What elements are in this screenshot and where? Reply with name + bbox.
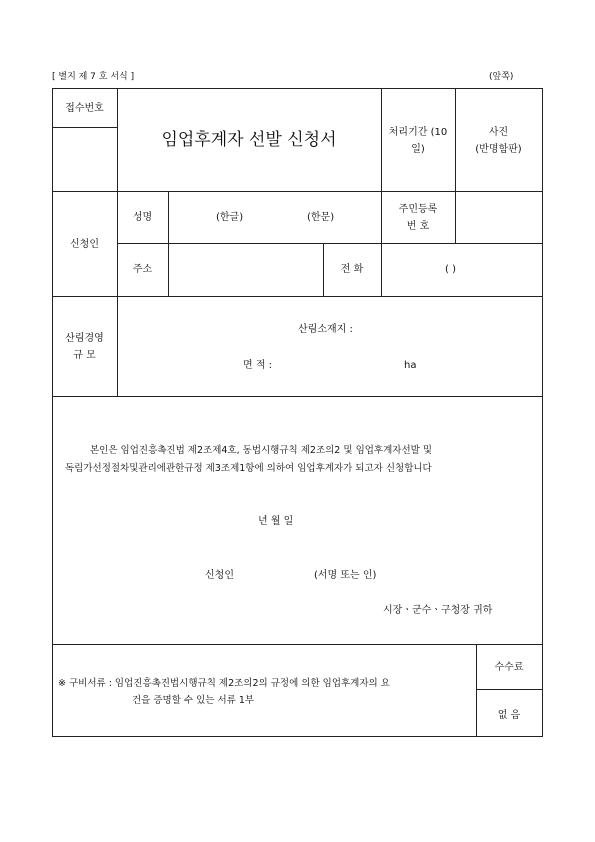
form-title: 임업후계자 선발 신청서 [161, 130, 337, 150]
photo-size-label: (반명함판) [475, 144, 522, 155]
application-date: 년 월 일 [258, 516, 294, 527]
rrn-label-line1: 주민등록 [398, 204, 438, 215]
applicant-label: 신청인 [70, 239, 99, 250]
forest-scale-label-line2: 규 모 [73, 350, 96, 361]
photo-label: 사진 [488, 127, 509, 138]
name-label: 성명 [132, 212, 153, 223]
signer-label: 신청인 [205, 570, 234, 581]
statement-line1: 본인은 임업진흥촉진법 제2조제4호, 동법시행규칙 제2조의2 및 임업후계자선발 및 [90, 445, 432, 456]
name-korean-hint: (한글) [216, 212, 244, 223]
recipient-line: 시장ㆍ군수ㆍ구청장 귀하 [383, 605, 493, 616]
processing-period-line1: 처리기간 (10 [388, 127, 448, 138]
form-number: [ 별지 제 7 호 서식 ] [52, 72, 135, 82]
receipt-number-label: 접수번호 [65, 103, 104, 114]
signature-note: (서명 또는 인) [314, 570, 377, 581]
statement-line2: 독림가선정절차및관리에관한규정 제3조제1항에 의하여 임업후계자가 되고자 신청합니다 [65, 463, 432, 474]
phone-label: 전 화 [340, 264, 364, 275]
rrn-label-line2: 번 호 [406, 221, 430, 232]
required-docs-line1: ※ 구비서류 : 임업진흥촉진법시행규칙 제2조의2의 규정에 의한 임업후계자의 요 [58, 678, 390, 689]
phone-area-code: ( ) [445, 264, 456, 275]
fee-label: 수수료 [494, 662, 524, 673]
page-side-label: (앞쪽) [489, 72, 514, 82]
required-docs-line2: 건을 증명할 수 있는 서류 1부 [132, 695, 255, 706]
name-hanja-hint: (한문) [307, 212, 335, 223]
fee-value: 없 음 [497, 710, 521, 721]
forest-area-label: 면 적 : [243, 360, 273, 371]
forest-area-unit: ha [404, 360, 417, 371]
address-label: 주소 [132, 264, 153, 275]
forest-location-label: 산림소재지 : [298, 324, 353, 335]
forest-scale-label-line1: 산림경영 [65, 333, 104, 344]
processing-period-line2: 일) [411, 144, 425, 155]
